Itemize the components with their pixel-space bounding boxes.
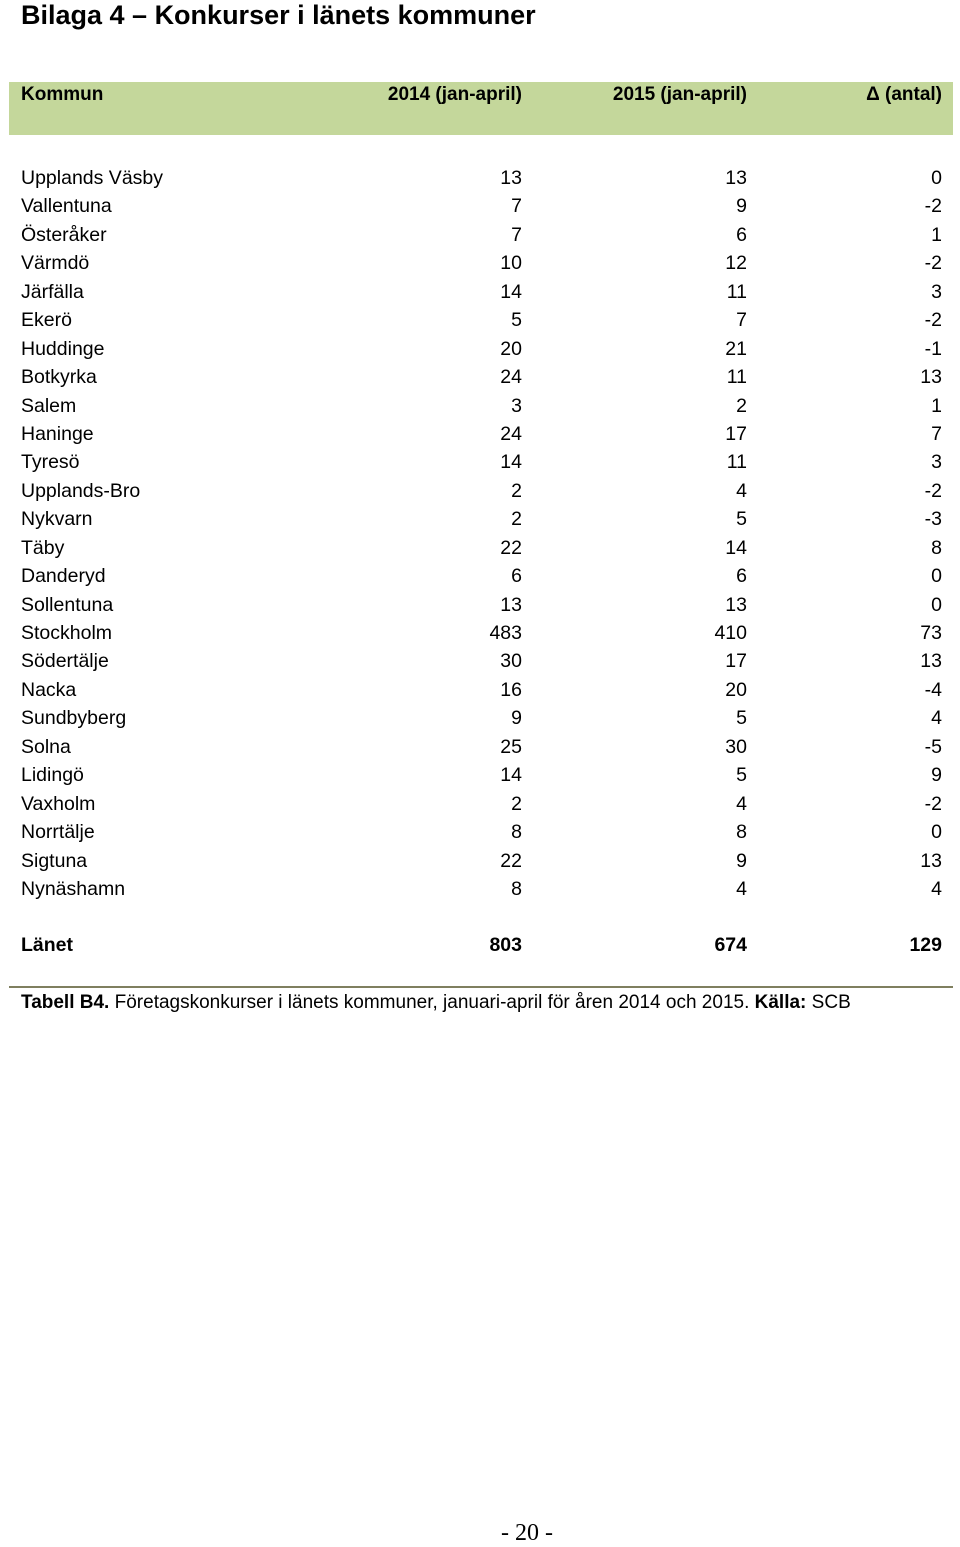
- row-name: Salem: [21, 394, 77, 417]
- table-row: [0, 733, 960, 761]
- row-name: Järfälla: [21, 280, 84, 303]
- row-2014: 22: [500, 536, 522, 559]
- row-delta: 13: [920, 650, 942, 673]
- row-2015: 9: [736, 195, 747, 218]
- table-bottom-rule: [9, 986, 953, 988]
- row-2015: 4: [736, 877, 747, 900]
- row-2014: 8: [511, 821, 522, 844]
- row-delta: -4: [924, 678, 942, 701]
- row-2014: 25: [500, 735, 522, 758]
- page-number: - 20 -: [501, 1520, 553, 1546]
- row-2015: 8: [736, 821, 747, 844]
- table-row: [0, 790, 960, 818]
- row-2015: 4: [736, 792, 747, 815]
- table-row: [0, 363, 960, 391]
- table-row: [0, 761, 960, 789]
- row-name: Sollentuna: [21, 593, 114, 616]
- table-caption: [21, 990, 851, 1016]
- row-delta: 1: [931, 223, 942, 246]
- row-2014: 14: [500, 451, 522, 474]
- row-delta: -2: [924, 195, 942, 218]
- table-row: [0, 192, 960, 220]
- table-row: [0, 591, 960, 619]
- row-name: Stockholm: [21, 622, 113, 644]
- row-2015: 5: [736, 508, 747, 531]
- table-row: [0, 335, 960, 363]
- caption-text: Företagskonkurser i länets kommuner, januari-april för åren 2014 och 2015.: [109, 992, 755, 1013]
- row-delta: 0: [931, 821, 942, 844]
- row-2015: 13: [725, 167, 747, 189]
- row-2015: 7: [736, 309, 747, 332]
- table-body: [0, 164, 960, 903]
- column-header-delta: Δ (antal): [866, 84, 942, 105]
- row-delta: 8: [931, 536, 942, 559]
- table-row: [0, 847, 960, 875]
- row-2015: 11: [726, 366, 747, 389]
- table-row: [0, 448, 960, 476]
- row-2014: 7: [511, 195, 522, 218]
- row-2014: 2: [511, 792, 522, 815]
- row-delta: -5: [924, 735, 942, 758]
- row-delta: 13: [920, 366, 942, 389]
- row-name: Lidingö: [21, 764, 84, 787]
- row-delta: -2: [924, 309, 942, 332]
- row-2015: 5: [736, 764, 747, 787]
- row-name: Vaxholm: [21, 792, 96, 815]
- row-delta: 0: [931, 593, 942, 616]
- row-delta: 0: [931, 565, 942, 588]
- row-2014: 483: [489, 622, 522, 644]
- row-name: Ekerö: [21, 309, 72, 332]
- table-row: [0, 647, 960, 675]
- table-row: [0, 818, 960, 846]
- row-2015: 30: [725, 735, 747, 758]
- table-row: [0, 619, 960, 647]
- table-row: [0, 534, 960, 562]
- row-2014: 7: [511, 223, 522, 246]
- row-name: Norrtälje: [21, 821, 95, 844]
- row-delta: 73: [920, 622, 942, 644]
- row-2014: 9: [511, 707, 522, 730]
- row-2015: 17: [725, 650, 747, 673]
- row-2014: 20: [500, 337, 522, 360]
- total-2014: 803: [489, 934, 522, 956]
- row-2015: 17: [725, 422, 747, 445]
- column-header-2014: 2014 (jan-april): [387, 84, 522, 105]
- row-delta: -3: [924, 508, 942, 531]
- table-row: [0, 505, 960, 533]
- row-2015: 12: [725, 252, 747, 275]
- page-title: Bilaga 4 – Konkurser i länets kommuner: [21, 0, 536, 30]
- row-name: Danderyd: [21, 565, 106, 588]
- row-name: Upplands-Bro: [21, 479, 141, 502]
- row-2014: 16: [500, 678, 522, 701]
- row-name: Botkyrka: [21, 366, 97, 389]
- row-name: Sundbyberg: [21, 707, 127, 730]
- row-2014: 22: [500, 849, 522, 872]
- row-delta: -2: [924, 252, 942, 275]
- table-row: [0, 278, 960, 306]
- table-total-row: [0, 930, 960, 960]
- row-delta: 3: [931, 280, 942, 303]
- row-2015: 11: [726, 280, 747, 303]
- row-delta: 0: [931, 167, 942, 189]
- row-name: Haninge: [21, 422, 94, 445]
- row-delta: 7: [931, 422, 942, 445]
- row-delta: -2: [924, 792, 942, 815]
- row-name: Huddinge: [21, 337, 105, 360]
- row-2015: 14: [725, 536, 747, 559]
- row-2014: 13: [500, 167, 522, 189]
- row-2015: 11: [726, 451, 747, 474]
- total-2015: 674: [714, 934, 747, 956]
- caption-source: SCB: [806, 992, 851, 1013]
- row-name: Österåker: [21, 223, 107, 246]
- row-2014: 8: [511, 877, 522, 900]
- table-row: [0, 392, 960, 420]
- row-2015: 6: [736, 223, 747, 246]
- row-2014: 6: [511, 565, 522, 588]
- row-2014: 30: [500, 650, 522, 673]
- row-name: Södertälje: [21, 650, 109, 673]
- caption-source-label: Källa:: [754, 992, 807, 1013]
- row-delta: 13: [920, 849, 942, 872]
- row-2014: 2: [511, 479, 522, 502]
- row-2015: 21: [725, 337, 747, 360]
- row-2014: 13: [500, 593, 522, 616]
- row-2014: 24: [500, 366, 522, 389]
- row-delta: 4: [931, 877, 942, 900]
- caption-label: Tabell B4.: [21, 992, 110, 1013]
- row-name: Upplands Väsby: [21, 167, 164, 189]
- row-2014: 3: [511, 394, 522, 417]
- total-name: Länet: [21, 934, 74, 956]
- row-2014: 10: [500, 252, 522, 275]
- row-2014: 2: [511, 508, 522, 531]
- table-row: [0, 221, 960, 249]
- table-row: [0, 477, 960, 505]
- row-name: Tyresö: [21, 451, 80, 474]
- total-delta: 129: [909, 934, 942, 956]
- row-delta: 3: [931, 451, 942, 474]
- row-delta: 4: [931, 707, 942, 730]
- row-name: Sigtuna: [21, 849, 88, 872]
- table-row: [0, 306, 960, 334]
- column-header-kommun: Kommun: [21, 84, 104, 105]
- table-row: [0, 420, 960, 448]
- row-name: Vallentuna: [21, 195, 112, 218]
- row-name: Nynäshamn: [21, 877, 126, 900]
- row-name: Nacka: [21, 678, 77, 701]
- table-row: [0, 676, 960, 704]
- row-2015: 410: [714, 622, 747, 644]
- row-delta: 1: [931, 394, 942, 417]
- row-2014: 14: [500, 764, 522, 787]
- table-row: [0, 875, 960, 903]
- row-2015: 9: [736, 849, 747, 872]
- row-2015: 2: [736, 394, 747, 417]
- row-2015: 13: [725, 593, 747, 616]
- row-delta: -1: [924, 337, 942, 360]
- row-2015: 6: [736, 565, 747, 588]
- row-name: Täby: [21, 536, 65, 559]
- row-2015: 20: [725, 678, 747, 701]
- row-delta: 9: [931, 764, 942, 787]
- row-name: Värmdö: [21, 252, 90, 275]
- table-row: [0, 249, 960, 277]
- table-row: [0, 562, 960, 590]
- row-2014: 14: [500, 280, 522, 303]
- row-2014: 24: [500, 422, 522, 445]
- table-row: [0, 704, 960, 732]
- row-name: Solna: [21, 735, 71, 758]
- row-name: Nykvarn: [21, 508, 93, 531]
- row-delta: -2: [924, 479, 942, 502]
- row-2015: 5: [736, 707, 747, 730]
- table-row: [0, 164, 960, 192]
- column-header-2015: 2015 (jan-april): [612, 84, 747, 105]
- row-2015: 4: [736, 479, 747, 502]
- row-2014: 5: [511, 309, 522, 332]
